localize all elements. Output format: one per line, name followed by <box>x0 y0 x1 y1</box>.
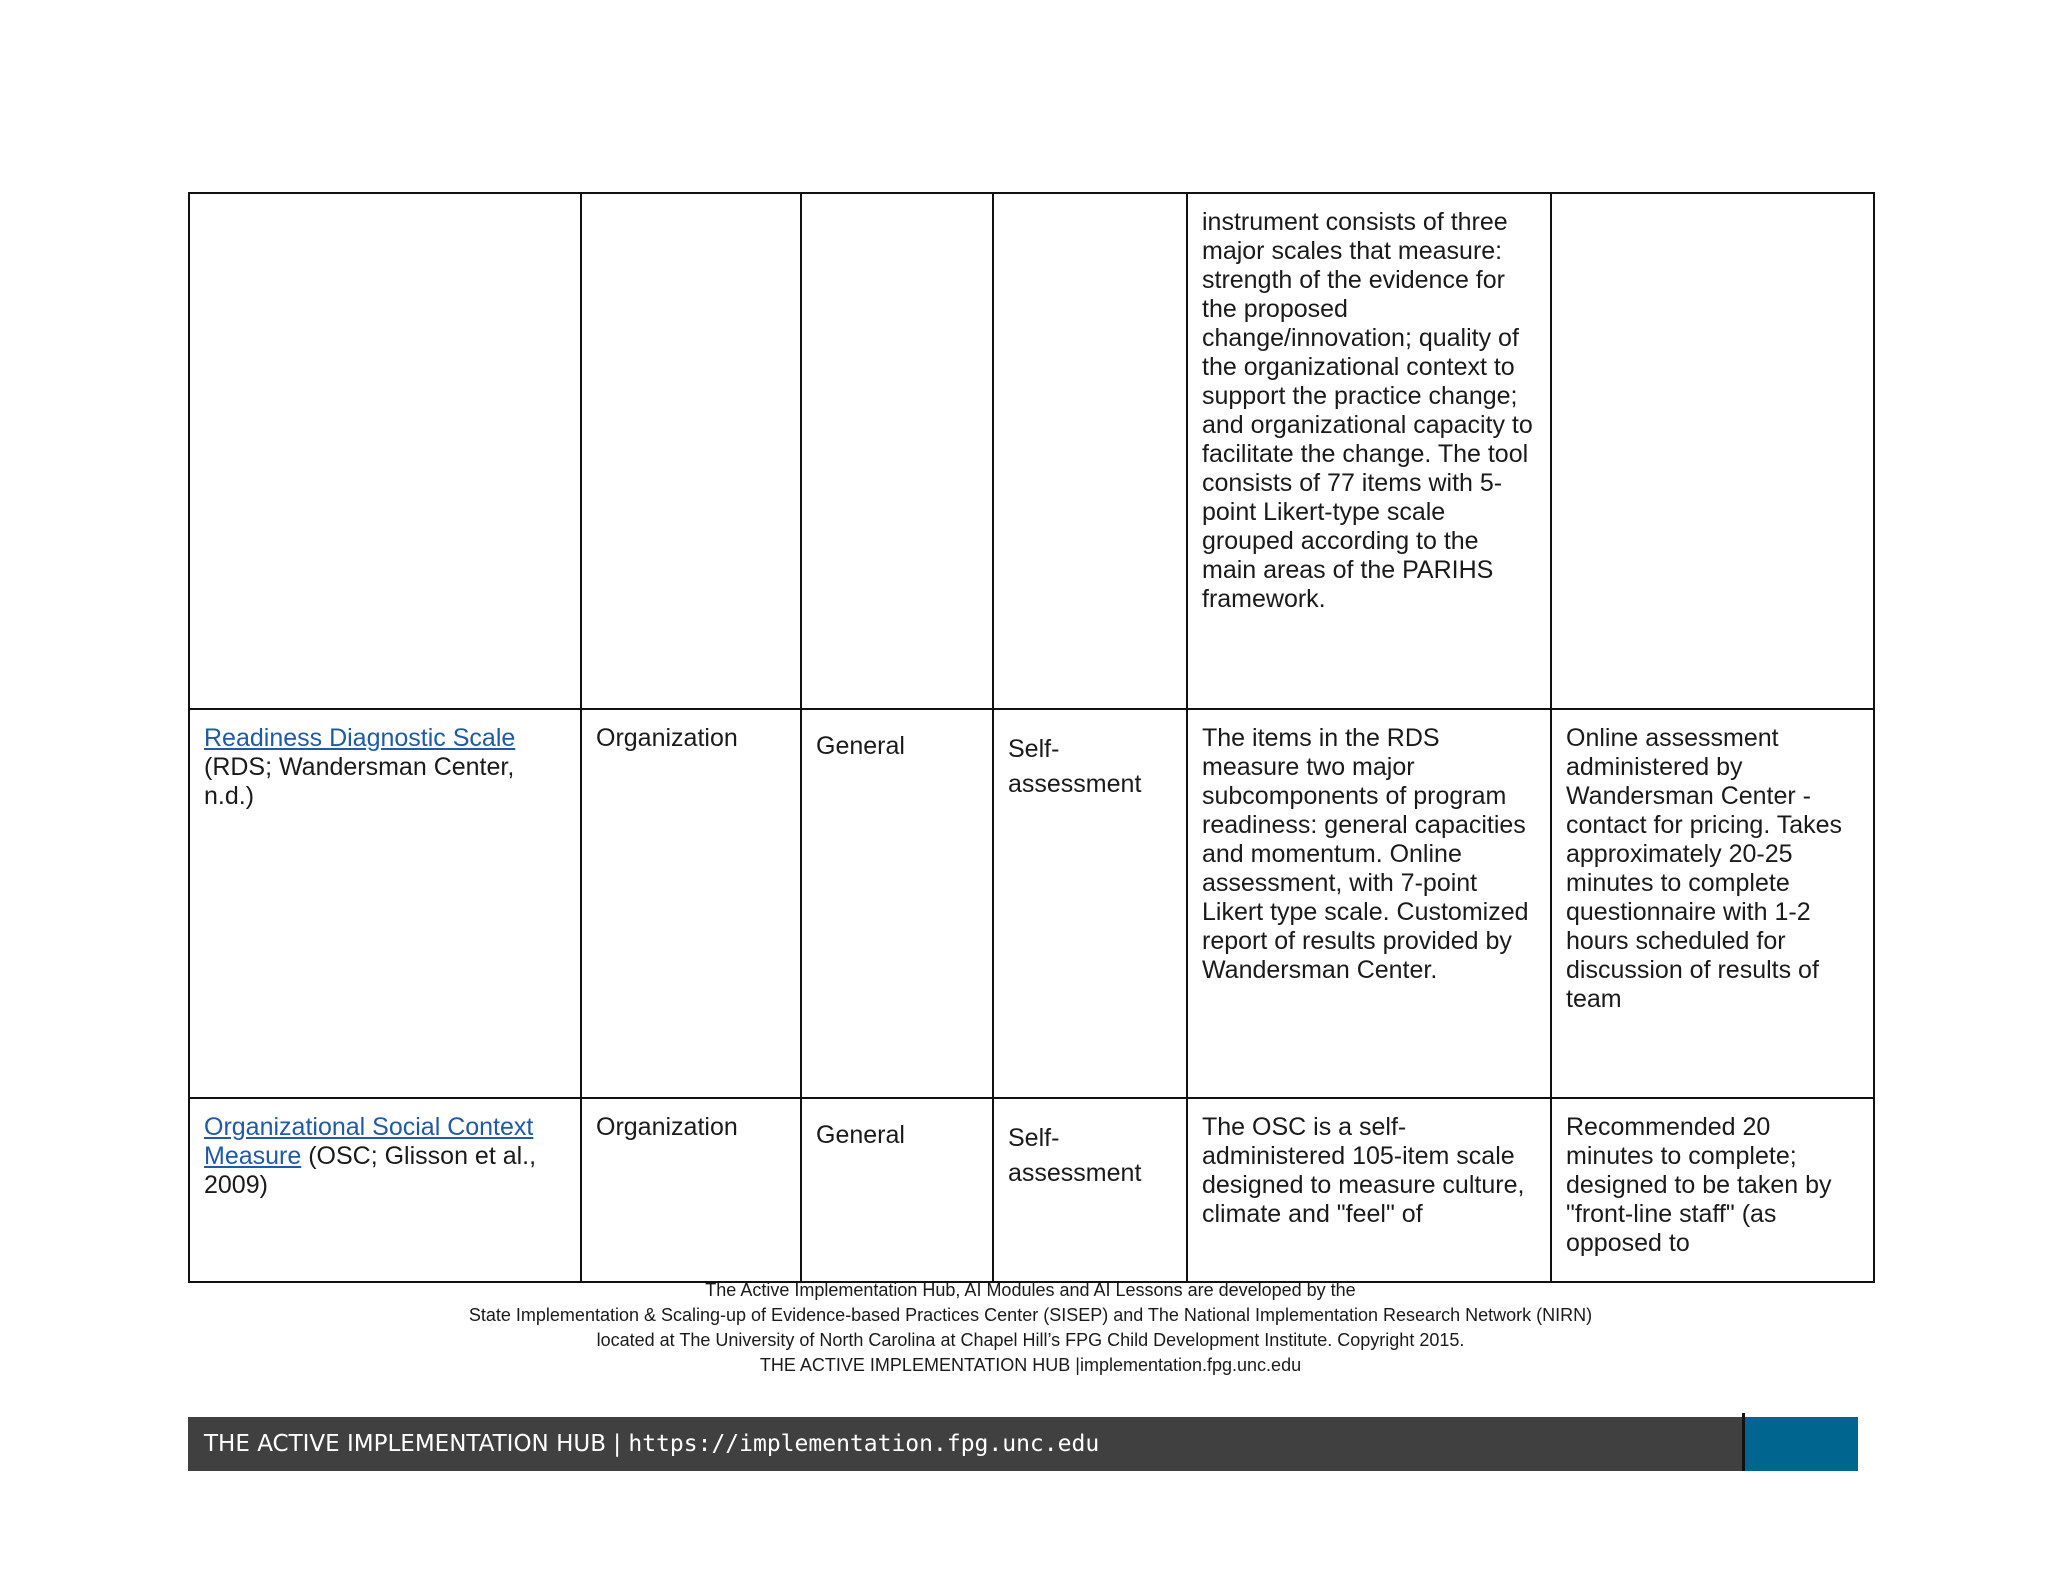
administration-cell <box>1551 1098 1874 1282</box>
tool-cell <box>189 1098 581 1282</box>
administration-cell <box>1551 193 1874 709</box>
table-row <box>189 193 1874 709</box>
scope-text: General <box>816 1121 905 1149</box>
tool-link-rds[interactable]: Readiness Diagnostic Scale <box>204 724 516 752</box>
type-text: Self-assessment <box>1008 1124 1142 1187</box>
measures-table <box>188 192 1875 1283</box>
type-cell <box>993 193 1187 709</box>
level-text: Organization <box>596 724 738 752</box>
type-text: Self-assessment <box>1008 735 1142 798</box>
description-text: instrument consists of three major scales that measure: strength of the evidence for the proposed change/innovation; quality of the organizational context to support the practice change; and organizational capacity to facilitate the change. The tool consists of 77 items with 5-point Likert-type scale grouped according to the main areas of the PARIHS framework. <box>1202 208 1533 613</box>
administration-cell <box>1551 709 1874 1098</box>
table-row <box>189 1098 1874 1282</box>
administration-text: Recommended 20 minutes to complete; designed to be taken by "front-line staff" (as opposed to <box>1566 1113 1832 1257</box>
footer-line: State Implementation & Scaling-up of Evidence-based Practices Center (SISEP) and The National Implementation Research Network (NIRN) <box>468 1305 1593 1325</box>
level-cell <box>581 1098 801 1282</box>
tool-citation: (RDS; Wandersman Center, n.d.) <box>204 753 515 810</box>
description-text: The items in the RDS measure two major subcomponents of program readiness: general capacities and momentum. Online assessment, with 7-point Likert type scale. Customized report of results provided by Wandersman Center. <box>1202 724 1529 984</box>
scope-cell <box>801 709 993 1098</box>
tool-link-osc[interactable]: Organizational Social Context Measure <box>204 1113 534 1170</box>
scope-cell <box>801 1098 993 1282</box>
scope-cell <box>801 193 993 709</box>
level-text: Organization <box>596 1113 738 1141</box>
level-cell <box>581 709 801 1098</box>
footer-line: The Active Implementation Hub, AI Modules and AI Lessons are developed by the <box>705 1280 1356 1300</box>
tool-cell <box>189 193 581 709</box>
banner-title: THE ACTIVE IMPLEMENTATION HUB <box>204 1431 606 1457</box>
administration-text: Online assessment administered by Wandersman Center - contact for pricing. Takes approximately 20-25 minutes to complete questionnaire with 1-2 hours scheduled for discussion of results of team <box>1566 724 1843 1013</box>
banner-url[interactable]: https://implementation.fpg.unc.edu <box>628 1431 1100 1457</box>
footer-line: located at The University of North Carolina at Chapel Hill’s FPG Child Development Institute. Copyright 2015. <box>596 1330 1465 1350</box>
level-cell <box>581 193 801 709</box>
description-cell <box>1187 1098 1551 1282</box>
scope-text: General <box>816 732 905 760</box>
hub-banner <box>188 1417 1742 1471</box>
footer-line: THE ACTIVE IMPLEMENTATION HUB |implementation.fpg.unc.edu <box>759 1355 1302 1375</box>
description-cell <box>1187 193 1551 709</box>
table-row <box>189 709 1874 1098</box>
description-cell <box>1187 709 1551 1098</box>
banner-accent-block <box>1745 1417 1858 1471</box>
tool-citation: (OSC; Glisson et al., 2009) <box>204 1142 537 1199</box>
description-text: The OSC is a self-administered 105-item scale designed to measure culture, climate and "feel" of <box>1202 1113 1525 1228</box>
tool-cell <box>189 709 581 1098</box>
banner-separator: | <box>613 1431 622 1457</box>
page-footer <box>188 1278 1873 1378</box>
type-cell <box>993 709 1187 1098</box>
type-cell <box>993 1098 1187 1282</box>
